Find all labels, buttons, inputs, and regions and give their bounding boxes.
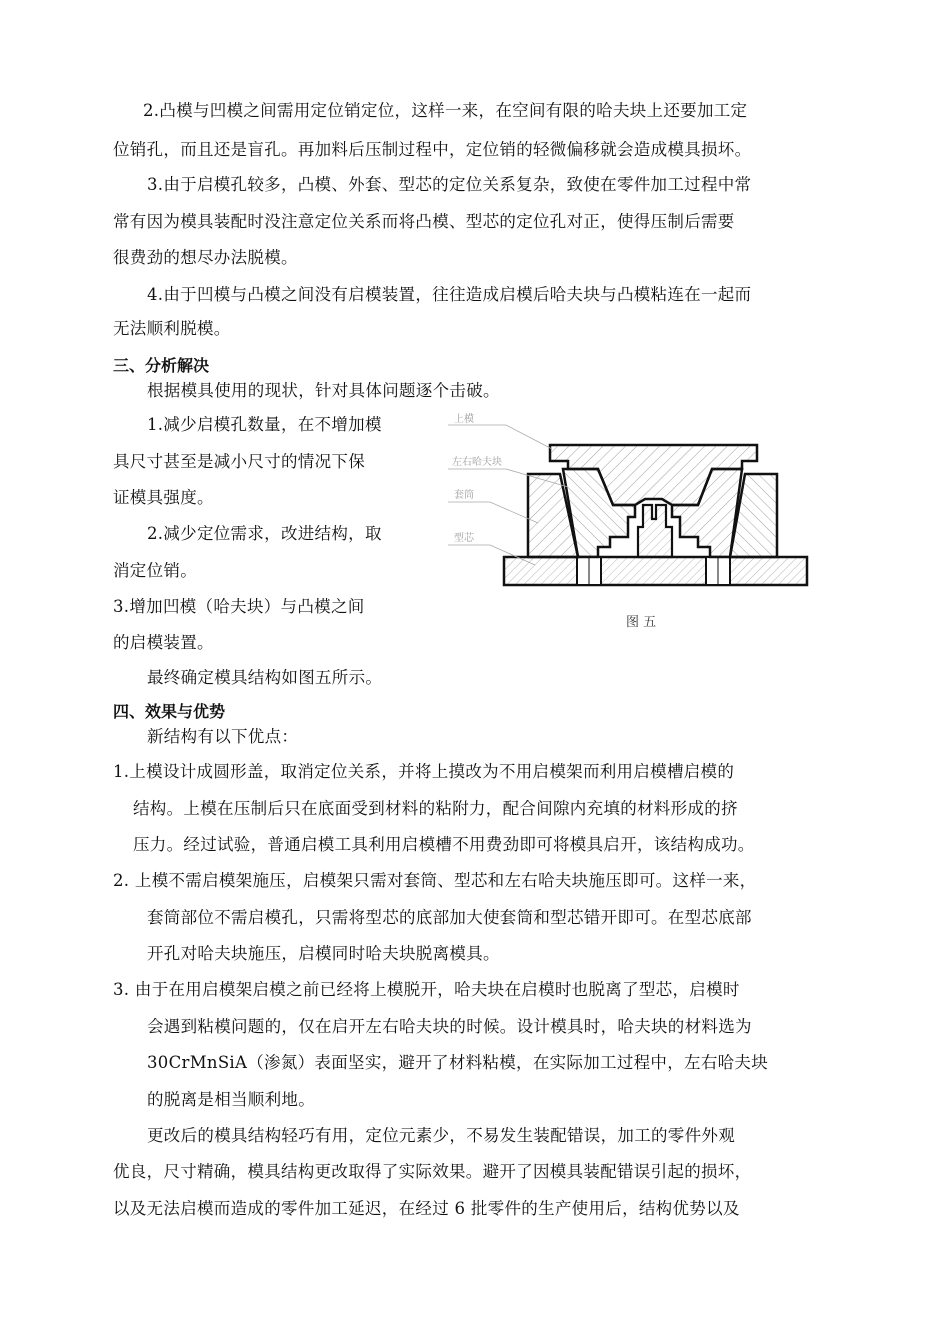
- effect1-line2: 结构。上模在压制后只在底面受到材料的粘附力，配合间隙内充填的材料形成的挤: [133, 799, 738, 818]
- mold-structure-figure: [440, 405, 840, 635]
- figure-caption: 图 五: [626, 615, 657, 630]
- item3-line2: 常有因为模具装配时没注意定位关系而将凸模、型芯的定位孔对正，使得压制后需要: [113, 212, 735, 231]
- effect3-line1: 3. 由于在用启模架启模之前已经将上模脱开，哈夫块在启模时也脱离了型芯，启模时: [113, 980, 740, 999]
- core-base-plate: [504, 557, 807, 585]
- label-core: 型芯: [454, 533, 474, 544]
- analysis-point3-line1: 3.增加凹模（哈夫块）与凸模之间: [113, 597, 365, 616]
- section-heading-effects: 四、效果与优势: [113, 702, 226, 721]
- analysis-point1-line2: 具尺寸甚至是减小尺寸的情况下保: [113, 452, 365, 471]
- effect2-line2: 套筒部位不需启模孔，只需将型芯的底部加大使套筒和型芯错开即可。在型芯底部: [147, 908, 752, 927]
- item3-line1: 3.由于启模孔较多，凸模、外套、型芯的定位关系复杂，致使在零件加工过程中常: [147, 175, 752, 194]
- item3-line3: 很费劲的想尽办法脱模。: [113, 248, 298, 267]
- effect2-line1: 2. 上模不需启模架施压，启模架只需对套筒、型芯和左右哈夫块施压即可。这样一来，: [113, 871, 757, 890]
- section-heading-analysis: 三、分析解决: [113, 356, 210, 375]
- conclusion-line1: 更改后的模具结构轻巧有用，定位元素少，不易发生装配错误，加工的零件外观: [147, 1126, 735, 1145]
- label-sleeve: 套筒: [454, 490, 474, 501]
- label-half-block: 左右哈夫块: [452, 457, 502, 468]
- effect1-line1: 1.上模设计成圆形盖，取消定位关系，并将上摸改为不用启模架而利用启模槽启模的: [113, 762, 735, 781]
- effect1-line3: 压力。经过试验，普通启模工具利用启模槽不用费劲即可将模具启开，该结构成功。: [133, 835, 755, 854]
- conclusion-line3: 以及无法启模而造成的零件加工延迟，在经过 6 批零件的生产使用后，结构优势以及: [113, 1199, 740, 1218]
- analysis-point2-line1: 2.减少定位需求，改进结构，取: [147, 524, 382, 543]
- core-center: [638, 505, 672, 557]
- item4-line1: 4.由于凹模与凸模之间没有启模装置，往往造成启模后哈夫块与凸模粘连在一起而: [147, 285, 752, 304]
- effect3-line2: 会遇到粘模问题的，仅在启开左右哈夫块的时候。设计模具时，哈夫块的材料选为: [147, 1017, 752, 1036]
- label-upper-mold: 上模: [454, 414, 474, 425]
- analysis-point2-line2: 消定位销。: [113, 561, 197, 580]
- item2-line1: 2.凸模与凹模之间需用定位销定位，这样一来，在空间有限的哈夫块上还要加工定: [143, 101, 748, 120]
- analysis-point1-line3: 证模具强度。: [113, 488, 214, 507]
- analysis-final: 最终确定模具结构如图五所示。: [147, 668, 383, 687]
- analysis-point1-line1: 1.减少启模孔数量，在不增加模: [147, 415, 382, 434]
- analysis-point3-line2: 的启模装置。: [113, 633, 214, 652]
- item2-line2: 位销孔，而且还是盲孔。再加料后压制过程中，定位销的轻微偏移就会造成模具损坏。: [113, 140, 752, 159]
- effect3-line3: 30CrMnSiA（渗氮）表面坚实，避开了材料粘模，在实际加工过程中，左右哈夫块: [147, 1053, 769, 1072]
- conclusion-line2: 优良，尺寸精确，模具结构更改取得了实际效果。避开了因模具装配错误引起的损坏，: [113, 1162, 752, 1181]
- item4-line2: 无法顺利脱模。: [113, 319, 231, 338]
- effect3-line4: 的脱离是相当顺利地。: [147, 1090, 315, 1109]
- effects-intro: 新结构有以下优点：: [147, 727, 299, 746]
- effect2-line3: 开孔对哈夫块施压，启模同时哈夫块脱离模具。: [147, 944, 500, 963]
- analysis-intro: 根据模具使用的现状，针对具体问题逐个击破。: [147, 381, 500, 400]
